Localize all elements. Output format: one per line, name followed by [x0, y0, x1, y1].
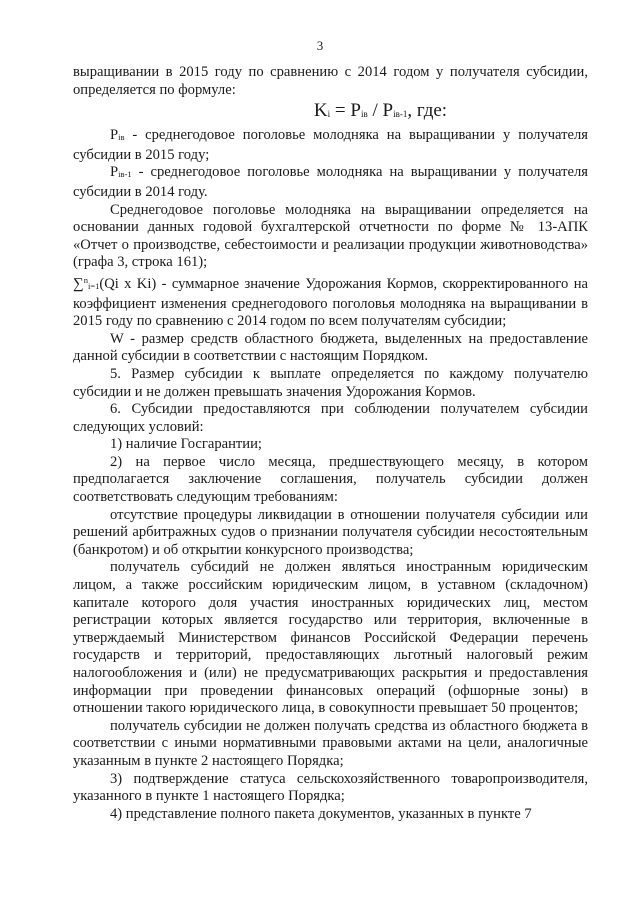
piv-sub: iв: [118, 132, 125, 143]
formula-slash: / P: [367, 100, 394, 122]
formula: [73, 99, 588, 126]
paragraph-piv: [73, 127, 588, 164]
formula-eq: = P: [330, 100, 361, 122]
document-body: [73, 64, 588, 823]
piv-symbol: P: [110, 127, 119, 144]
piv1-text: - среднегодовое поголовье молодняка на выращивании у получателя субсидии в 2014 году.: [73, 164, 588, 200]
piv1-sub: iв-1: [118, 169, 132, 180]
piv-text: - среднегодовое поголовье молодняка на выращивании у получателя субсидии в 2015 году;: [73, 127, 588, 163]
sigma-symbol: ∑: [73, 275, 84, 292]
paragraph-intro: выращивании в 2015 году по сравнению с 2014 годом у получателя субсидии, определяется по формуле:: [73, 64, 588, 98]
formula-k-sub: i: [327, 109, 331, 120]
sigma-sup: n: [83, 274, 88, 285]
paragraph-no-foreign-entity: получатель субсидий не должен являться иностранным юридическим лицом, а также российским юридическим лицом, в уставном (складочном) капитале которого доля участия иностранных юридических лиц, местом регистрации которых является государство или территория, включенные в утверждаемый Министерством финансов Российской Федерации перечень государств и территорий, предоставляющих льготный налоговый режим налогообложения и (или) не предусматривающих раскрытия и предоставления информации при проведении финансовых операций (офшорные зоны) в отношении такого юридического лица, в совокупности превышает 50 процентов;: [73, 559, 588, 717]
formula-tail: , где:: [407, 100, 448, 122]
paragraph-no-other-funds: получатель субсидии не должен получать средства из областного бюджета в соответствии с иными нормативными правовыми актами на цели, аналогичные указанным в пункте 2 настоящего Порядка;: [73, 717, 588, 769]
paragraph-item-5: 5. Размер субсидии к выплате определяется по каждому получателю субсидии и не должен превышать значения Удорожания Кормов.: [73, 365, 588, 400]
formula-p1-subsub: в: [363, 109, 368, 120]
page-number: 3: [316, 38, 324, 53]
paragraph-condition-3: 3) подтверждение статуса сельскохозяйственного товаропроизводителя, указанного в пункте 1 настоящего Порядка;: [73, 770, 588, 805]
paragraph-no-liquidation: отсутствие процедуры ликвидации в отношении получателя субсидии или решений арбитражных судов о признании получателя субсидии несостоятельным (банкротом) и об открытии конкурсного производства;: [73, 506, 588, 558]
sigma-text: - суммарное значение Удорожания Кормов, скорректированного на коэффициент изменения среднегодового поголовья молодняка на выращивании в 2015 году по сравнению с 2014 годом по всем получателям субсидии;: [73, 275, 588, 330]
piv1-symbol: P: [110, 164, 119, 181]
formula-p2-sub: iв-1: [393, 109, 408, 120]
paragraph-item-6: 6. Субсидии предоставляются при соблюдении получателем субсидии следующих условий:: [73, 401, 588, 435]
paragraph-w: W - размер средств областного бюджета, выделенных на предоставление данной субсидии в соответствии с настоящим Порядком.: [73, 330, 588, 365]
paragraph-piv-1: [73, 164, 588, 201]
paragraph-condition-4: 4) представление полного пакета документов, указанных в пункте 7: [110, 805, 532, 822]
paragraph-condition-2: 2) на первое число месяца, предшествующего месяцу, в котором предполагается заключение соглашения, получатель субсидии должен соответствовать следующим требованиям:: [73, 453, 588, 506]
paragraph-average-livestock: Среднегодовое поголовье молодняка на выращивании определяется на основании данных годовой бухгалтерской отчетности по форме № 13-АПК «Отчет о производстве, себестоимости и реализации продукции животноводства» (графа 3, строка 161);: [73, 201, 588, 271]
formula-k: K: [313, 100, 328, 122]
paragraph-condition-1: 1) наличие Госгарантии;: [110, 436, 262, 453]
formula-p1-sub: i: [360, 109, 364, 120]
paragraph-sum: [73, 272, 588, 331]
sigma-sub: i=1: [87, 280, 100, 291]
sigma-expr: (Qi x Ki): [99, 275, 157, 292]
